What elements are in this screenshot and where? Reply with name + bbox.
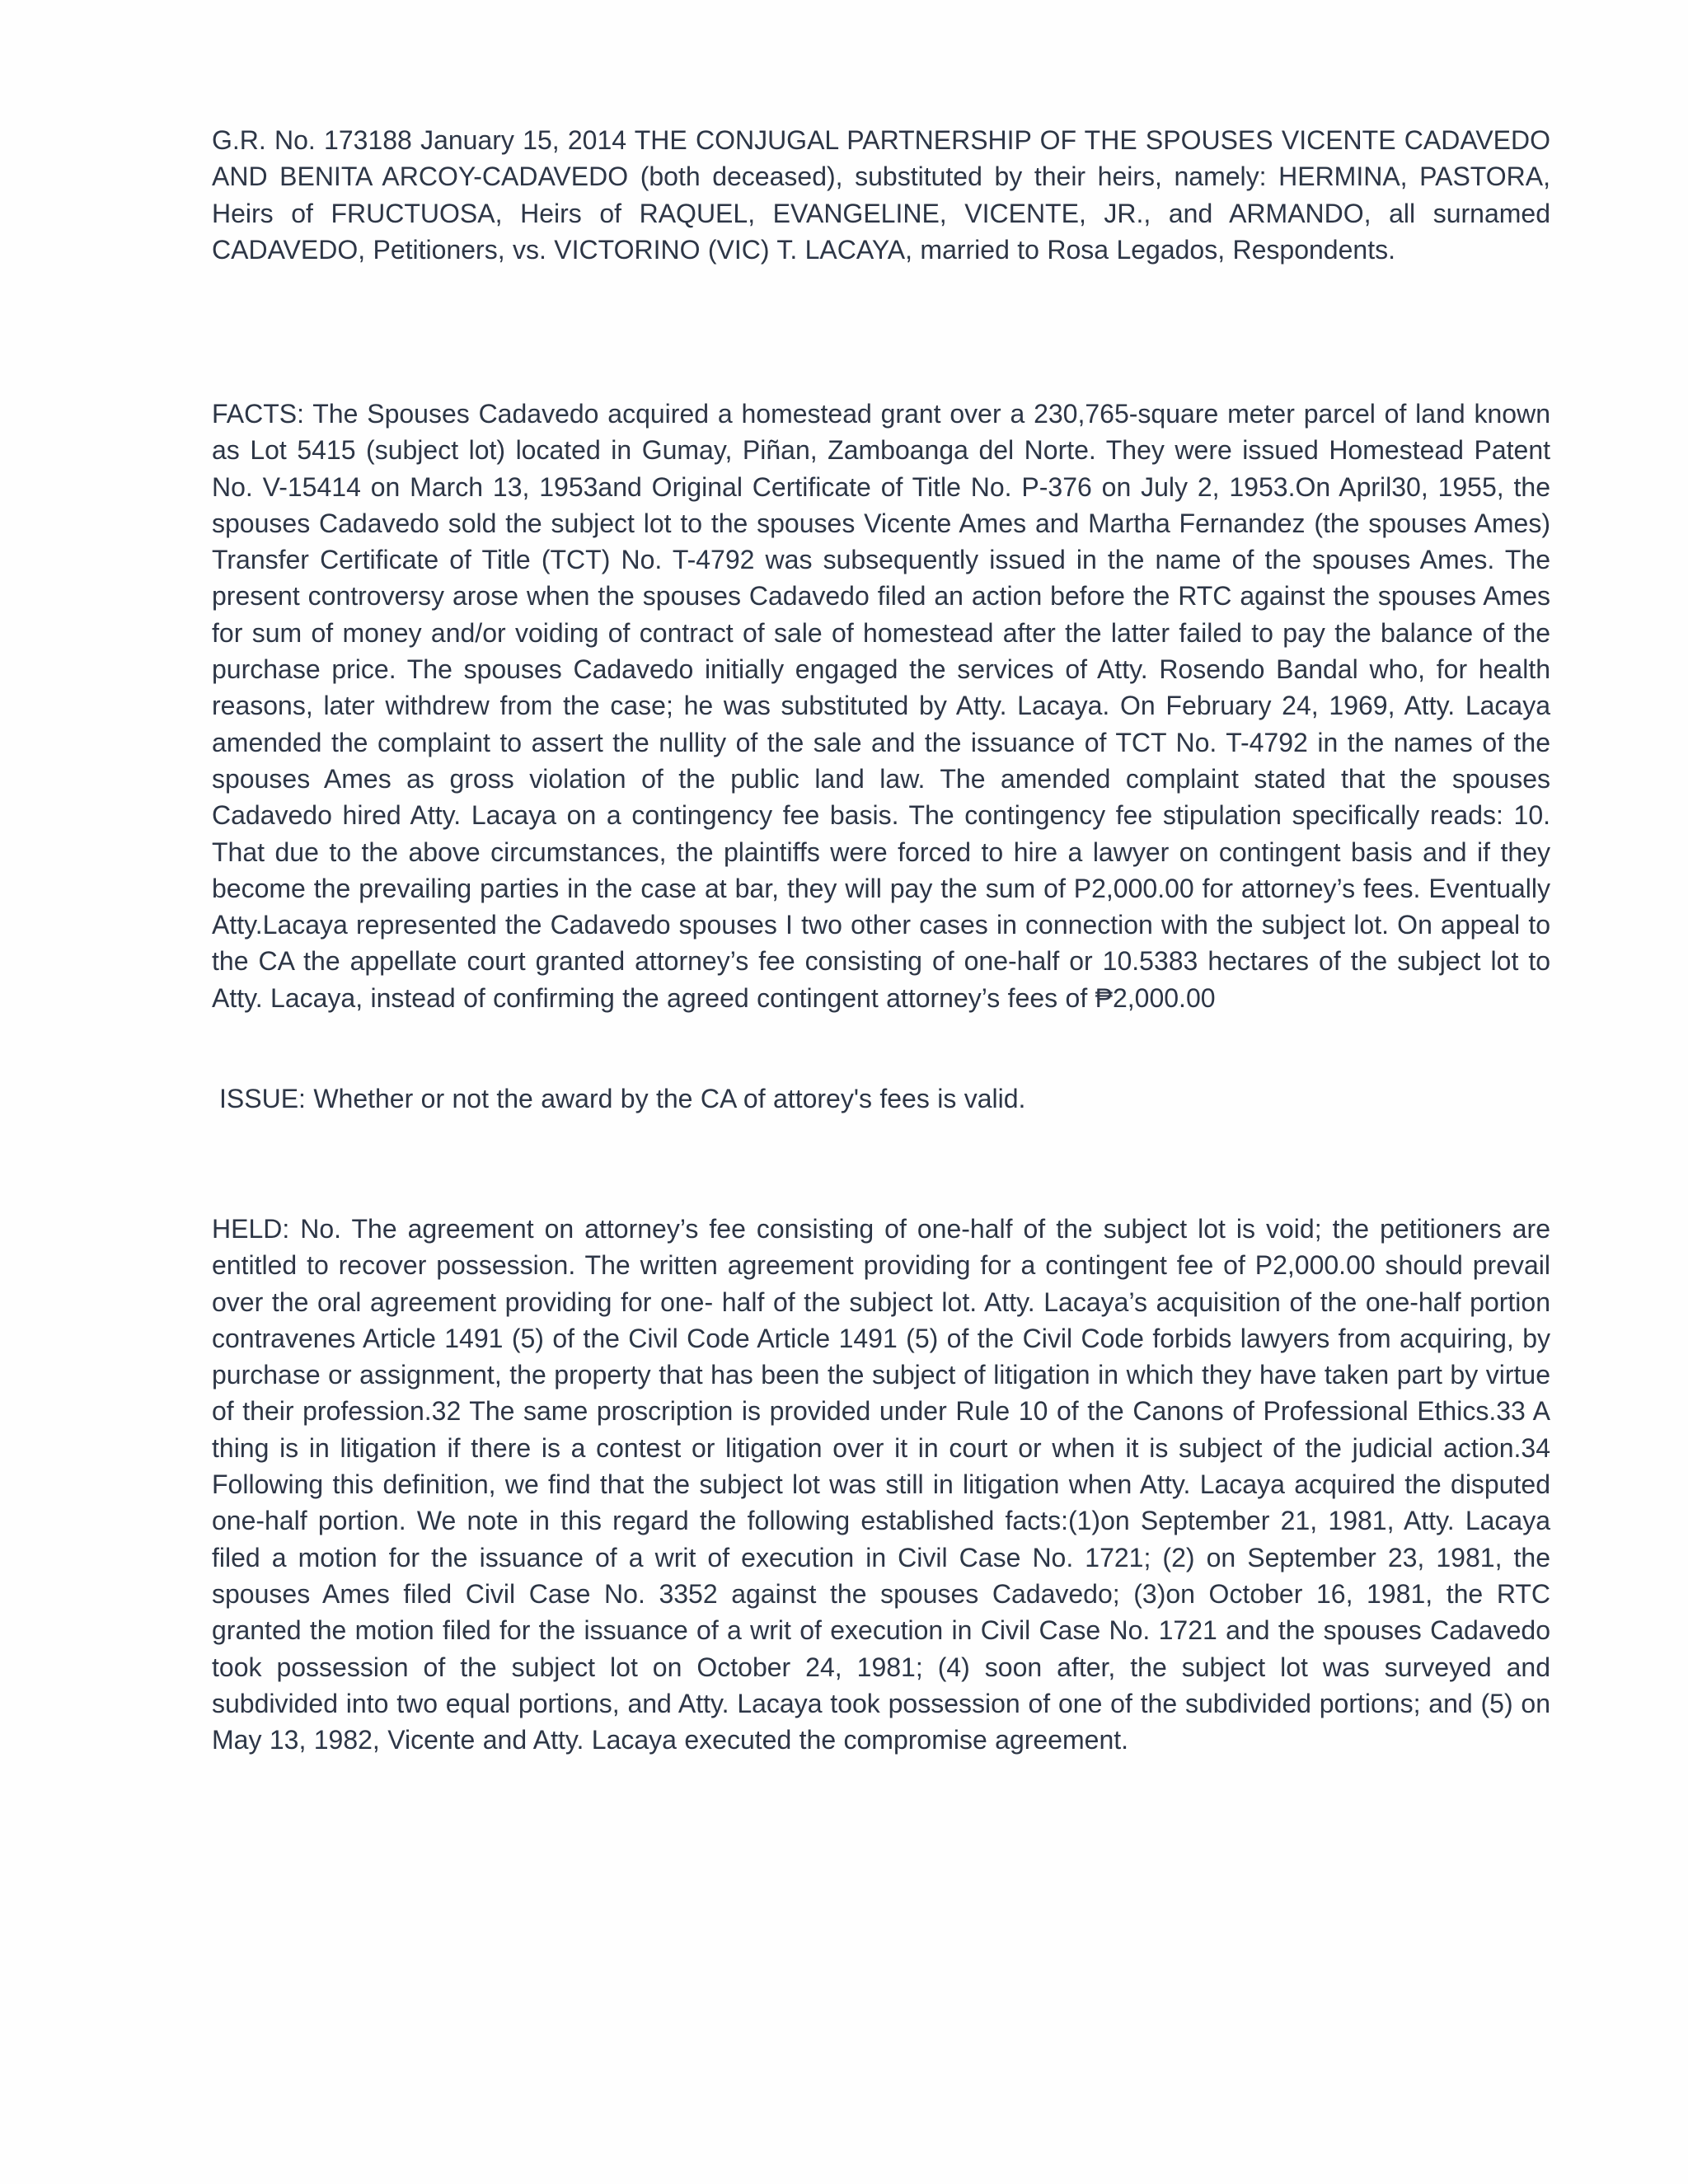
case-caption: G.R. No. 173188 January 15, 2014 THE CONJUGAL PARTNERSHIP OF THE SPOUSES VICENTE CADAVEDO AND BENITA ARCOY-CADAVEDO (both deceased), substituted by their heirs, namely: HERMINA, PASTORA, Heirs of FRUCTUOSA, Heirs of RAQUEL, EVANGELINE, VICENTE, JR., and ARMANDO, all surnamed CADAVEDO, Petitioners, vs. VICTORINO (VIC) T. LACAYA, married to Rosa Legados, Respondents.: [212, 125, 1550, 265]
issue-paragraph: ISSUE: Whether or not the award by the CA of attorey's fees is valid.: [219, 1084, 1026, 1113]
held-paragraph: HELD: No. The agreement on attorney’s fee consisting of one-half of the subject lot is void; the petitioners are entitled to recover possession. The written agreement providing for a contingent fee of P2,000.00 should prevail over the oral agreement providing for one- half of the subject lot. Atty. Lacaya’s acquisition of the one-half portion contravenes Article 1491 (5) of the Civil Code Article 1491 (5) of the Civil Code forbids lawyers from acquiring, by purchase or assignment, the property that has been the subject of litigation in which they have taken part by virtue of their profession.32 The same proscription is provided under Rule 10 of the Canons of Professional Ethics.33 A thing is in litigation if there is a contest or litigation over it in court or when it is subject of the judicial action.34 Following this definition, we find that the subject lot was still in litigation when Atty. Lacaya acquired the disputed one-half portion. We note in this regard the following established facts:(1)on September 21, 1981, Atty. Lacaya filed a motion for the issuance of a writ of execution in Civil Case No. 1721; (2) on September 23, 1981, the spouses Ames filed Civil Case No. 3352 against the spouses Cadavedo; (3)on October 16, 1981, the RTC granted the motion filed for the issuance of a writ of execution in Civil Case No. 1721 and the spouses Cadavedo took possession of the subject lot on October 24, 1981; (4) soon after, the subject lot was surveyed and subdivided into two equal portions, and Atty. Lacaya took possession of one of the subdivided portions; and (5) on May 13, 1982, Vicente and Atty. Lacaya executed the compromise agreement.: [212, 1214, 1550, 1755]
facts-paragraph: FACTS: The Spouses Cadavedo acquired a homestead grant over a 230,765-square meter parcel of land known as Lot 5415 (subject lot) located in Gumay, Piñan, Zamboanga del Norte. They were issued Homestead Patent No. V-15414 on March 13, 1953and Original Certificate of Title No. P-376 on July 2, 1953.On April30, 1955, the spouses Cadavedo sold the subject lot to the spouses Vicente Ames and Martha Fernandez (the spouses Ames) Transfer Certificate of Title (TCT) No. T-4792 was subsequently issued in the name of the spouses Ames. The present controversy arose when the spouses Cadavedo filed an action before the RTC against the spouses Ames for sum of money and/or voiding of contract of sale of homestead after the latter failed to pay the balance of the purchase price. The spouses Cadavedo initially engaged the services of Atty. Rosendo Bandal who, for health reasons, later withdrew from the case; he was substituted by Atty. Lacaya. On February 24, 1969, Atty. Lacaya amended the complaint to assert the nullity of the sale and the issuance of TCT No. T-4792 in the names of the spouses Ames as gross violation of the public land law. The amended complaint stated that the spouses Cadavedo hired Atty. Lacaya on a contingency fee basis. The contingency fee stipulation specifically reads: 10. That due to the above circumstances, the plaintiffs were forced to hire a lawyer on contingent basis and if they become the prevailing parties in the case at bar, they will pay the sum of P2,000.00 for attorney’s fees. Eventually Atty.Lacaya represented the Cadavedo spouses I two other cases in connection with the subject lot. On appeal to the CA the appellate court granted attorney’s fee consisting of one-half or 10.5383 hectares of the subject lot to Atty. Lacaya, instead of confirming the agreed contingent attorney’s fees of ₱2,000.00: [212, 399, 1550, 1013]
